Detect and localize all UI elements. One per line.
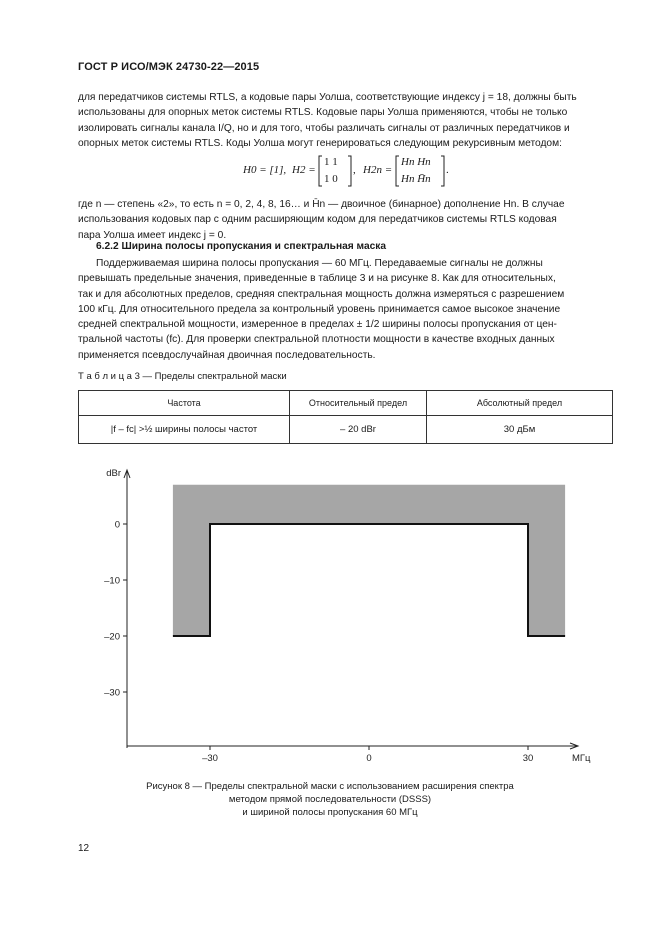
table-header-cell: Частота [79, 391, 290, 416]
formula-h2-label: H2 = [292, 164, 316, 176]
page-number: 12 [78, 843, 90, 854]
table-caption: Т а б л и ц а 3 — Пределы спектральной маски [78, 371, 287, 382]
table-cell: – 20 dBr [290, 416, 427, 444]
figure-caption-line: Рисунок 8 — Пределы спектральной маски с использованием расширения спектра [146, 781, 514, 792]
table-header-cell: Абсолютный предел [427, 391, 613, 416]
after-formula-line: использования кодовых пар с одним расширяющим кодом для передатчиков системы RTLS кодовая [78, 214, 557, 226]
table-cell: |f – fc| >½ ширины полосы частот [79, 416, 290, 444]
formula-h2n-row: Hn H̄n [401, 173, 431, 185]
intro-line: опорных меток системы RTLS. Коды Уолша могут генерироваться следующим рекурсивным методом: [78, 137, 562, 149]
formula-h2-row: 1 0 [324, 173, 338, 185]
formula-end: . [446, 164, 449, 176]
after-formula-line: где n — степень «2», то есть n = 0, 2, 4, 8, 16… и H̄n — двоичное (бинарное) дополнение Hn. В случае [78, 199, 565, 210]
section-line: превышать предельные значения, приведенные в таблице 3 и на рисунке 8. Как для относительных, [78, 273, 556, 285]
mask-line [173, 524, 565, 636]
mask-forbidden-region [173, 485, 565, 636]
formula-h2n-row: Hn Hn [401, 156, 431, 168]
x-axis-label: МГц [572, 753, 591, 764]
table-cell: 30 дБм [427, 416, 613, 444]
intro-line: для передатчиков системы RTLS, а кодовые пары Уолша, соответствующие индексу j = 18, должны быть [78, 92, 577, 103]
intro-line: изолировать сигналы канала I/Q, но и для того, чтобы различать сигналы от различных передатчиков и [78, 122, 570, 134]
section-line: тральной частоты (fc). Для проверки спектральной плотности мощности в качестве входных данных [78, 334, 555, 346]
y-axis-label: dBr [106, 468, 121, 479]
figure-caption-line: и шириной полосы пропускания 60 МГц [242, 807, 418, 818]
section-line: Поддерживаемая ширина полосы пропускания — 60 МГц. Передаваемые сигналы не должны [96, 258, 543, 269]
x-tick-label: 30 [522, 753, 534, 764]
x-tick-label: 0 [366, 753, 372, 764]
document-header: ГОСТ Р ИСО/МЭК 24730-22—2015 [78, 61, 260, 73]
y-tick-label: 0 [114, 519, 120, 531]
y-tick-label: –30 [104, 687, 120, 699]
formula-h2n-label: H2n = [363, 164, 393, 176]
section-heading: 6.2.2 Ширина полосы пропускания и спектральная маска [96, 241, 387, 252]
formula-h0: H0 = [1], [243, 164, 287, 176]
y-tick-label: –10 [104, 575, 120, 587]
figure-caption [120, 780, 540, 819]
section-line: применяется псевдослучайная двоичная последовательность. [78, 349, 376, 361]
after-formula-line: пара Уолша имеет индекс j = 0. [78, 229, 227, 241]
section-line: 100 кГц. Для относительного предела за контрольный уровень принимается самое высокое значение [78, 303, 561, 315]
x-tick-label: –30 [202, 753, 218, 764]
section-line: так и для абсолютных пределов, средняя спектральная мощность должна измеряться с разрешением [78, 288, 565, 300]
intro-line: использованы для опорных меток системы RTLS. Кодовые пары Уолша применяются, чтобы не только [78, 107, 568, 119]
figure-caption-line: методом прямой последовательности (DSSS) [228, 794, 432, 805]
table-header-cell: Относительный предел [290, 391, 427, 416]
formula-h2-row: 1 1 [324, 156, 338, 168]
walsh-formula: H0 = [1], H2 = 1 1 1 0 , H2n = Hn Hn Hn H̄n . [243, 154, 473, 190]
y-tick-label: –20 [104, 631, 120, 643]
section-line: средней спектральной мощности, измеренное в пределах ± 1/2 ширины полосы пропускания от цен- [78, 319, 557, 331]
